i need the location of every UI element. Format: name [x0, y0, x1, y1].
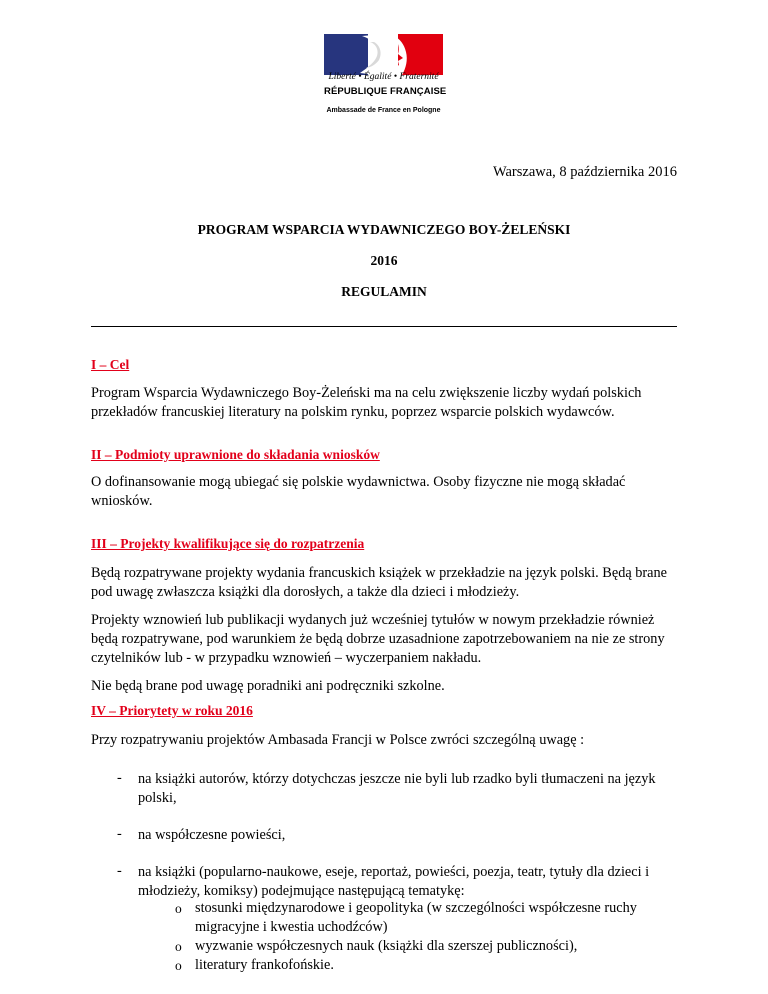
text-line: Nie będą brane pod uwagę poradniki ani podręczniki szkolne.: [91, 678, 445, 694]
logo-ambassade: Ambassade de France en Pologne: [326, 107, 441, 114]
text-line: pod uwagę zwłaszcza książki dla dorosłych, a także dla dzieci i młodzieży.: [91, 584, 520, 600]
text-line: na współczesne powieści,: [138, 827, 286, 843]
section-projekty-paragraph-1: [91, 564, 691, 602]
text-line: przekładów francuskiej literatury na polskim rynku, poprzez wsparcie polskich wydawców.: [91, 404, 615, 420]
text-line: Projekty wznowień lub publikacji wydanych już wcześniej tytułów w nowym przekładzie również: [91, 612, 655, 628]
text-line: będą rozpatrywane, pod warunkiem że będą dobrze uzasadnione zapotrzebowaniem na nie ze strony: [91, 631, 665, 647]
text-line: polski,: [138, 790, 177, 806]
document-date: Warszawa, 8 października 2016: [492, 164, 677, 180]
text-line: stosunki międzynarodowe i geopolityka (w szczególności współczesne ruchy: [195, 900, 637, 916]
bullet-item: [138, 770, 698, 808]
text-line: na książki (popularno-naukowe, eseje, reportaż, powieści, poezja, teatr, tytuły dla dzieci i: [138, 864, 650, 880]
section-heading-cel: I – Cel: [91, 357, 130, 372]
sub-bullet-marker: o: [175, 939, 182, 954]
document-subtitle: REGULAMIN: [341, 284, 427, 299]
text-line: Będą rozpatrywane projekty wydania francuskich książek w przekładzie na język polski. Będą brane: [91, 565, 668, 581]
text-line: na książki autorów, którzy dotychczas jeszcze nie byli lub rzadko byli tłumaczeni na język: [138, 771, 656, 787]
logo-republique-francaise: RÉPUBLIQUE FRANÇAISE: [324, 86, 447, 97]
text-line: Program Wsparcia Wydawniczego Boy-Żeleński ma na celu zwiększenie liczby wydań polskich: [91, 385, 642, 401]
text-line: młodzieży, komiksy) podejmujące następującą tematykę:: [138, 883, 465, 899]
bullet-item: [138, 863, 698, 901]
text-line: Przy rozpatrywaniu projektów Ambasada Francji w Polsce zwróci szczególną uwagę :: [91, 732, 585, 748]
section-projekty-paragraph-2: [91, 611, 691, 668]
text-line: literatury frankofońskie.: [195, 957, 334, 973]
sub-bullet-marker: o: [175, 958, 182, 973]
sub-bullet-marker: o: [175, 901, 182, 916]
section-heading-priorytety: IV – Priorytety w roku 2016: [91, 703, 253, 718]
sub-bullet-item: [195, 956, 675, 975]
horizontal-rule: [91, 326, 677, 327]
document-title: PROGRAM WSPARCIA WYDAWNICZEGO BOY-ŻELEŃSKI: [197, 222, 571, 237]
bullet-dash: -: [117, 770, 122, 786]
text-line: wyzwanie współczesnych nauk (książki dla szerszej publiczności),: [195, 938, 578, 954]
bullet-dash: -: [117, 826, 122, 842]
bullet-dash: -: [117, 863, 122, 879]
document-year: 2016: [370, 253, 398, 268]
section-heading-podmioty: II – Podmioty uprawnione do składania wniosków: [91, 447, 380, 462]
section-cel-text: [91, 384, 691, 422]
marianne-logo: [324, 34, 443, 75]
sub-bullet-item: [195, 899, 675, 937]
text-line: migracyjne i kwestia uchodźców): [195, 919, 388, 935]
section-priorytety-intro: [91, 731, 691, 750]
sub-bullet-item: [195, 937, 675, 956]
text-line: czytelników lub - w przypadku wznowień – wyczerpaniem nakładu.: [91, 650, 482, 666]
section-podmioty-text: [91, 473, 691, 511]
logo-motto: Liberté • Égalité • Fraternité: [328, 72, 439, 82]
text-line: wniosków.: [91, 493, 153, 509]
bullet-item: [138, 826, 698, 845]
section-projekty-paragraph-3: [91, 677, 691, 696]
text-line: O dofinansowanie mogą ubiegać się polskie wydawnictwa. Osoby fizyczne nie mogą składać: [91, 474, 626, 490]
section-heading-projekty: III – Projekty kwalifikujące się do rozpatrzenia: [91, 536, 365, 551]
